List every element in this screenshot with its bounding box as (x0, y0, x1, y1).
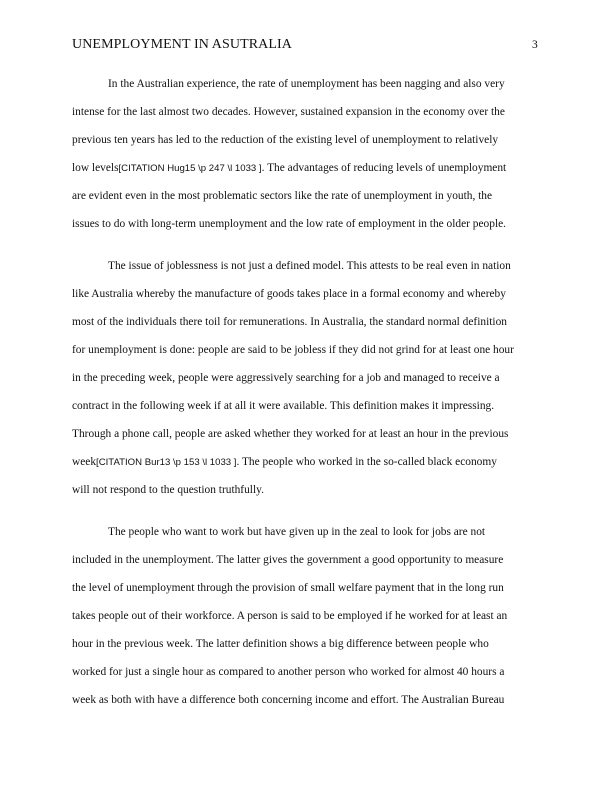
text-line: week as both with have a difference both concerning income and effort. The Australian Bureau (72, 694, 505, 706)
text-line: the level of unemployment through the provision of small welfare payment that in the long run (72, 582, 504, 594)
citation-field: [CITATION Bur13 \p 153 \l 1033 ] (96, 457, 237, 468)
text-line: takes people out of their workforce. A person is said to be employed if he worked for at least an (72, 610, 508, 622)
citation-field: [CITATION Hug15 \p 247 \l 1033 ] (118, 163, 262, 174)
text-line-with-citation (72, 448, 540, 476)
text-line: included in the unemployment. The latter gives the government a good opportunity to measure (72, 554, 504, 566)
text-line: are evident even in the most problematic sectors like the rate of unemployment in youth, the (72, 190, 493, 202)
text-line: In the Australian experience, the rate of unemployment has been nagging and also very (108, 78, 505, 90)
text-line: for unemployment is done: people are said to be jobless if they did not grind for at least one hour (72, 344, 514, 356)
paragraph (72, 518, 540, 714)
paragraph (72, 70, 540, 238)
line-text: low levels (72, 162, 119, 174)
text-line: will not respond to the question truthfully. (72, 484, 264, 496)
text-line: The issue of joblessness is not just a defined model. This attests to be real even in nation (108, 260, 511, 272)
text-line: Through a phone call, people are asked whether they worked for at least an hour in the previous (72, 428, 509, 440)
text-line: hour in the previous week. The latter definition shows a big difference between people who (72, 638, 489, 650)
text-line: worked for just a single hour as compared to another person who worked for almost 40 hours a (72, 666, 505, 678)
text-line: intense for the last almost two decades. However, sustained expansion in the economy over the (72, 106, 505, 118)
paragraph (72, 252, 540, 504)
line-text: week (72, 456, 97, 468)
line-text: . The advantages of reducing levels of unemployment (261, 162, 507, 174)
line-text: . The people who worked in the so-called black economy (236, 456, 497, 468)
text-line: in the preceding week, people were aggressively searching for a job and managed to receive a (72, 372, 500, 384)
page-number: 3 (532, 39, 538, 51)
text-line: most of the individuals there toil for remunerations. In Australia, the standard normal definition (72, 316, 507, 328)
text-line-with-citation (72, 154, 540, 182)
text-line: like Australia whereby the manufacture of goods takes place in a formal economy and whereby (72, 288, 506, 300)
body-text (72, 70, 540, 728)
text-line: The people who want to work but have given up in the zeal to look for jobs are not (108, 526, 486, 538)
text-line: contract in the following week if at all it were available. This definition makes it impressing. (72, 400, 495, 412)
text-line: previous ten years has led to the reduction of the existing level of unemployment to relatively (72, 134, 499, 146)
running-head: UNEMPLOYMENT IN ASUTRALIA (72, 37, 293, 52)
text-line: issues to do with long-term unemployment and the low rate of employment in the older people. (72, 218, 507, 230)
